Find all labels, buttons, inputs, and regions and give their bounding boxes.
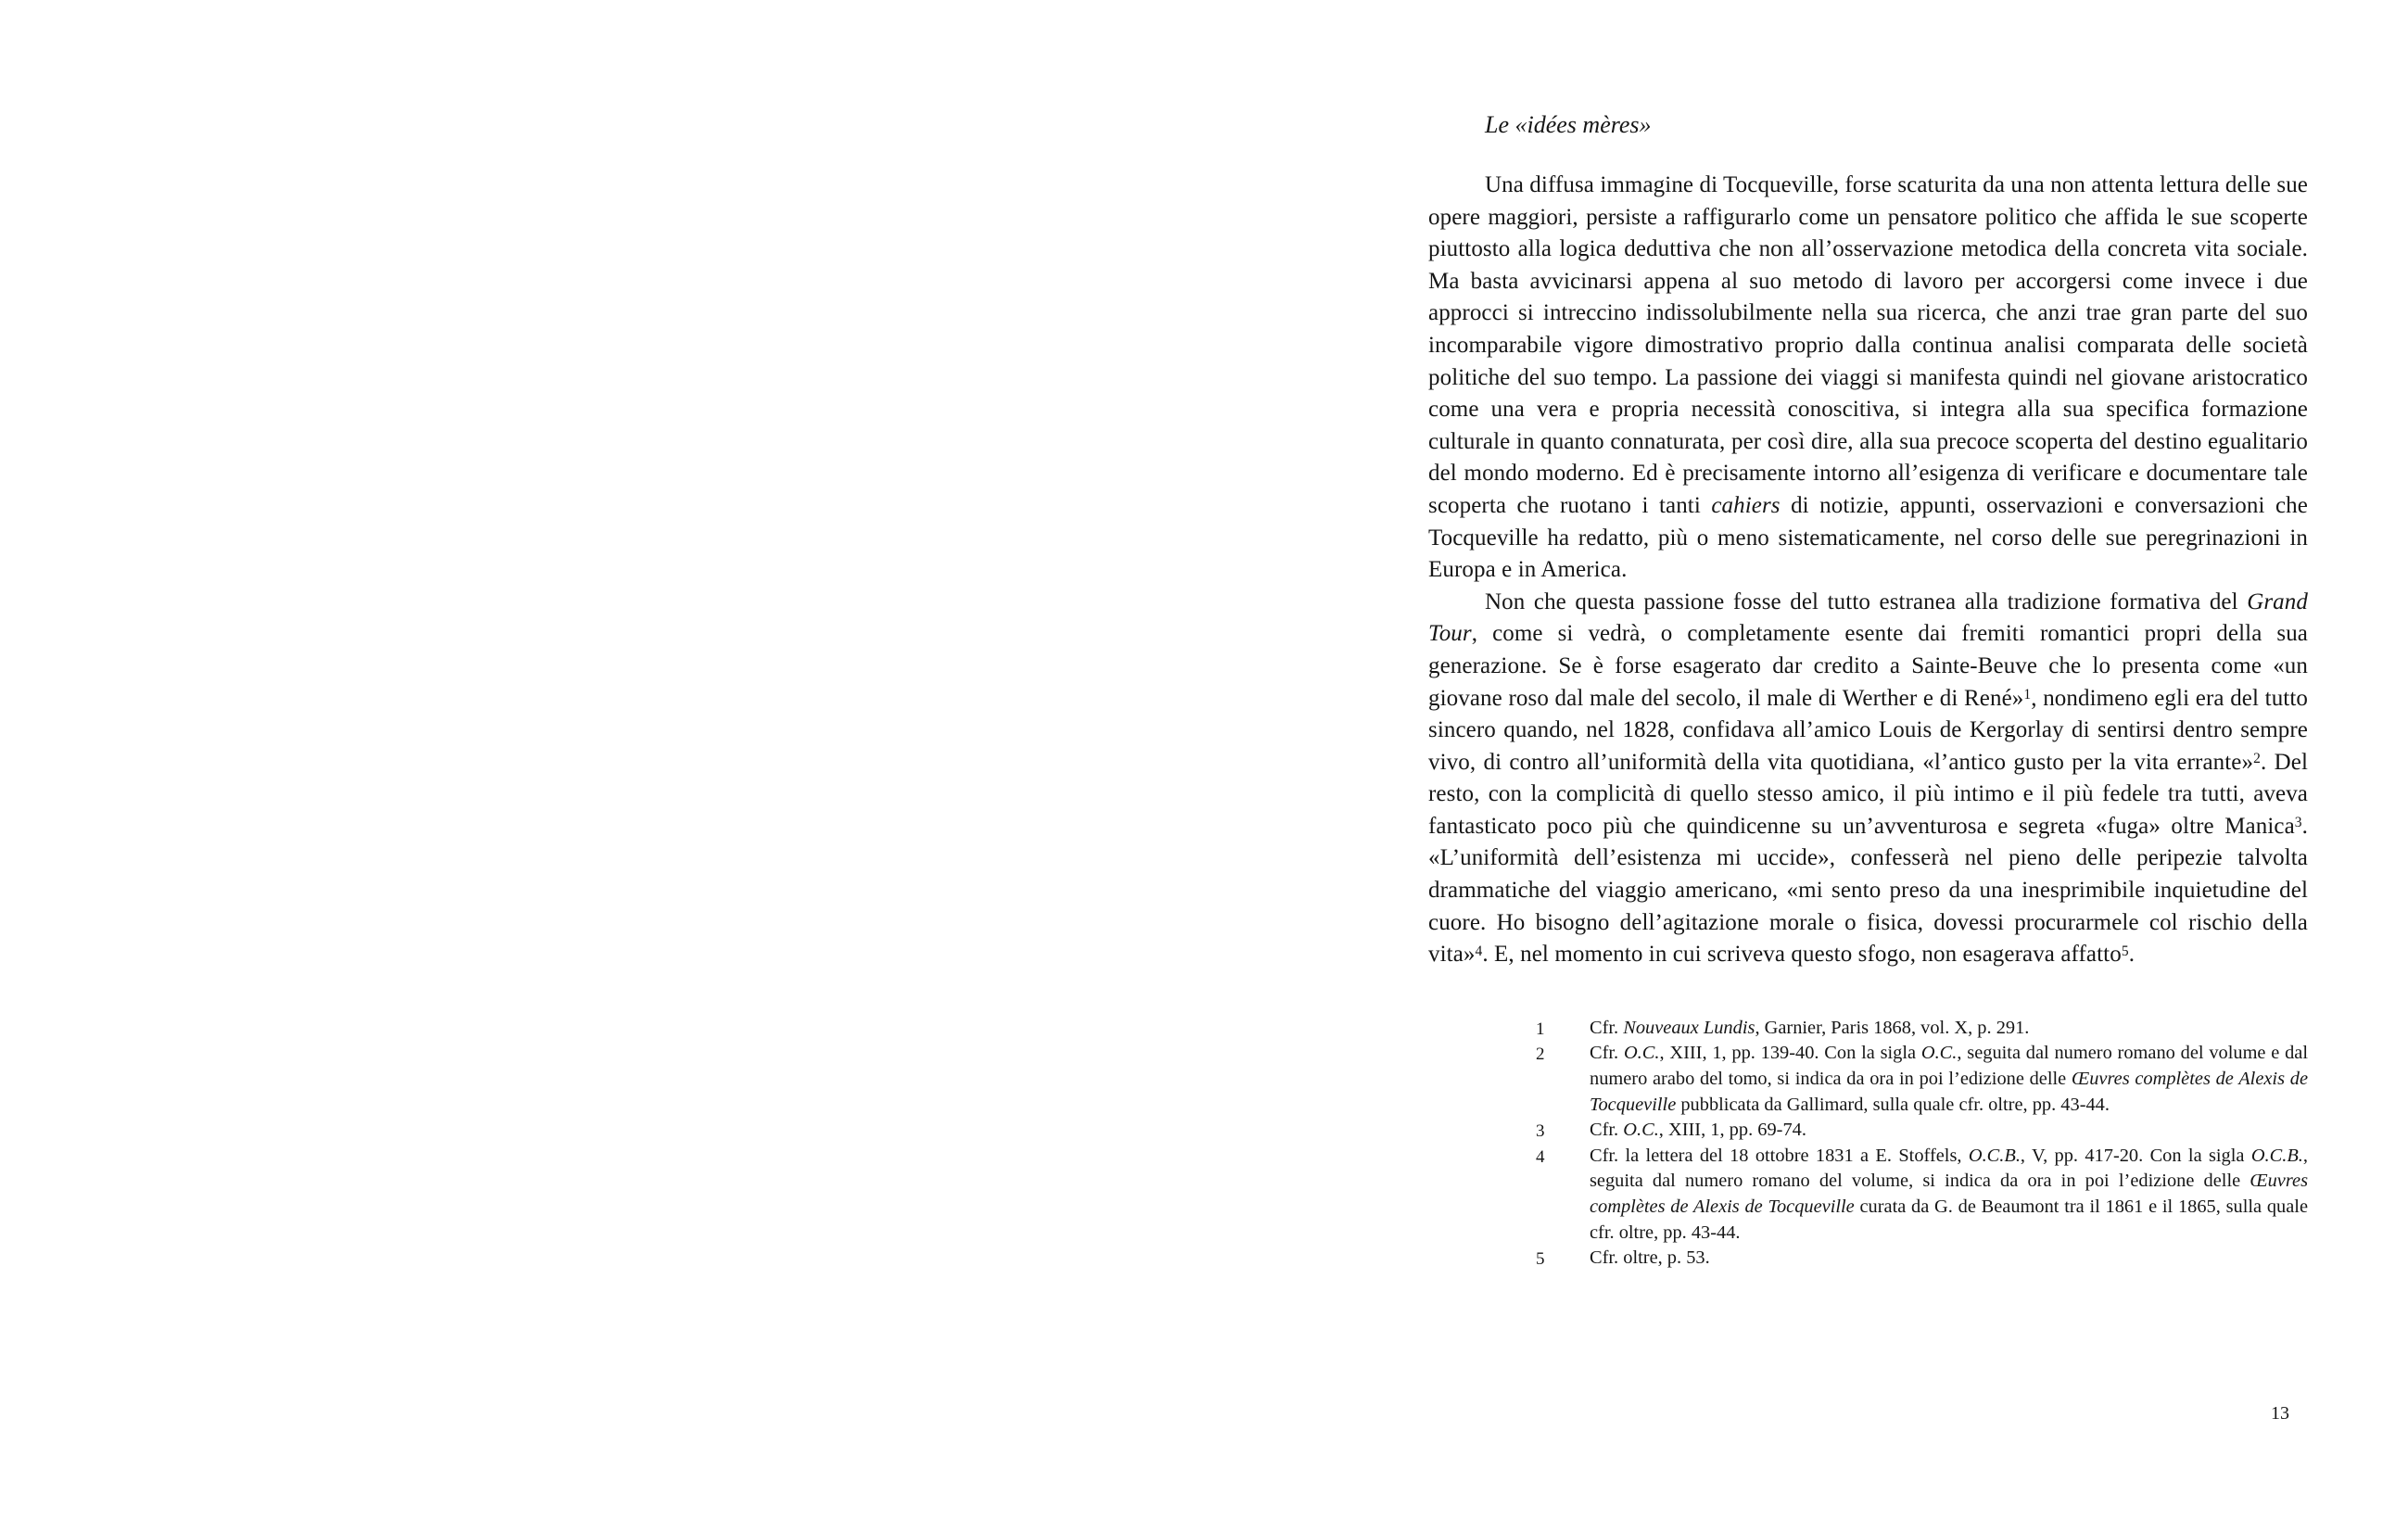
footnote-text (1590, 1247, 1710, 1268)
text-run: Cfr. (1590, 1017, 1624, 1038)
paragraph-1 (1428, 170, 2308, 587)
footnote-text (1590, 1018, 2029, 1038)
text-run: , V, pp. 417-20. Con la sigla (2020, 1145, 2251, 1166)
footnote-number: 5 (1536, 1249, 1545, 1270)
italic-text: Nouveaux Lundis (1623, 1017, 1755, 1038)
footnote-reference: 1 (2023, 687, 2032, 703)
footnote-reference: 5 (2121, 943, 2129, 959)
footnote-text (1590, 1043, 2308, 1114)
footnote (1428, 1246, 2308, 1272)
footnote (1428, 1144, 2308, 1246)
italic-text: O.C.B. (2250, 1145, 2303, 1166)
text-run: curata da G. de Beaumont tra il 1861 e il 1865, sulla quale cfr. oltre, pp. 43-44. (1590, 1196, 2309, 1243)
italic-text: O.C.B. (1968, 1145, 2021, 1166)
italic-text: O.C. (1920, 1043, 1958, 1064)
italic-text: cahiers (1711, 492, 1781, 518)
footnote-number: 3 (1536, 1121, 1545, 1142)
text-run: . E, nel momento in cui scriveva questo sfogo, non esagerava affatto (1482, 942, 2122, 968)
text-run: , seguita dal numero romano del volume e dal numero arabo del tomo, si indica da ora in poi l’edizione delle (1590, 1043, 2308, 1090)
footnote-reference: 4 (1475, 943, 1483, 959)
footnote-reference: 3 (2294, 815, 2302, 831)
footnote-text (1590, 1120, 1806, 1140)
text-run: , Garnier, Paris 1868, vol. X, p. 291. (1755, 1017, 2030, 1038)
text-run: , nondimeno egli era del tutto sincero quando, nel 1828, confidava all’amico Louis de Kergorlay di sentirsi dentro sempre vivo, di contro all’uniformità della vita quotidiana, «l’antico gusto per la vita errante» (1428, 685, 2308, 775)
text-run: , XIII, 1, pp. 139-40. Con la sigla (1659, 1043, 1921, 1064)
page-number: 13 (2271, 1403, 2289, 1424)
text-run: . (2128, 942, 2136, 968)
body-text (1428, 170, 2308, 971)
footnotes-list (1428, 1016, 2308, 1272)
footnote-number: 1 (1536, 1019, 1545, 1039)
text-run: Una diffusa immagine di Tocqueville, forse scaturita da una non attenta lettura delle sue opere maggiori, persiste a raffigurarlo come un pensatore politico che affida le sue scoperte piuttosto alla logica deduttiva che non all’osservazione metodica della concreta vita sociale. Ma basta avvicinarsi appena al suo metodo di lavoro per accorgersi come invece i due approcci si intreccino indissolubilmente nella sua ricerca, che anzi trae gran parte del suo incomparabile vigore dimostrativo proprio dalla continua analisi comparata delle società politiche del suo tempo. La passione dei viaggi si manifesta quindi nel giovane aristocratico come una vera e propria necessità conoscitiva, si integra alla sua specifica formazione culturale in quanto connaturata, per così dire, alla sua precoce scoperta del destino egualitario del mondo moderno. Ed è precisamente intorno all’esigenza di verificare e documentare tale scoperta che ruotano i tanti (1428, 172, 2308, 518)
text-run: , come si vedrà, o completamente esente dai fremiti romantici propri della sua generazione. Se è forse esagerato dar credito a Sainte-Beuve che lo presenta come «un giovane roso dal male del secolo, il male di Werther e di René» (1428, 621, 2308, 711)
text-run: Cfr. (1590, 1043, 1624, 1064)
italic-text: Œuvres complètes de Alexis de Tocqueville (1590, 1069, 2308, 1115)
text-run: Cfr. la lettera del 18 ottobre 1831 a E. Stoffels, (1590, 1145, 1969, 1166)
text-run: di notizie, appunti, osservazioni e conversazioni che Tocqueville ha redatto, più o meno sistematicamente, nel corso delle sue peregrinazioni in Europa e in America. (1428, 492, 2308, 583)
text-block (1428, 109, 2308, 1272)
footnote-number: 4 (1536, 1146, 1545, 1167)
paragraph-2 (1428, 587, 2308, 971)
text-run: . Del resto, con la complicità di quello stesso amico, il più intimo e il più fedele tra tutti, aveva fantasticato poco più che quindicenne su un’avventurosa e segreta «fuga» oltre Manica (1428, 749, 2308, 839)
text-run: Cfr. oltre, p. 53. (1590, 1247, 1710, 1269)
text-run: , XIII, 1, pp. 69-74. (1658, 1120, 1806, 1141)
italic-text: Œuvres complètes de Alexis de Tocqueville (1590, 1171, 2308, 1217)
text-run: Non che questa passione fosse del tutto estranea alla tradizione formativa del (1485, 589, 2248, 614)
footnote (1428, 1016, 2308, 1042)
footnote (1428, 1041, 2308, 1118)
section-title: Le «idées mères» (1485, 111, 1652, 138)
text-run: Cfr. (1590, 1120, 1624, 1141)
footnote-number: 2 (1536, 1045, 1545, 1065)
text-run: , seguita dal numero romano del volume, si indica da ora in poi l’edizione delle (1590, 1145, 2308, 1192)
italic-text: O.C. (1623, 1120, 1659, 1141)
italic-text: Grand Tour (1428, 589, 2308, 647)
footnote-text (1590, 1146, 2308, 1243)
footnote (1428, 1118, 2308, 1144)
italic-text: O.C. (1623, 1043, 1660, 1064)
text-run: pubblicata da Gallimard, sulla quale cfr. oltre, pp. 43-44. (1676, 1094, 2110, 1115)
footnote-reference: 2 (2253, 751, 2261, 767)
text-run: . «L’uniformità dell’esistenza mi uccide», confesserà nel pieno delle peripezie talvolta drammatiche del viaggio americano, «mi sento preso da una inesprimibile inquietudine del cuore. Ho bisogno dell’agitazione morale o fisica, dovessi procurarmele col rischio della vita» (1428, 813, 2308, 968)
